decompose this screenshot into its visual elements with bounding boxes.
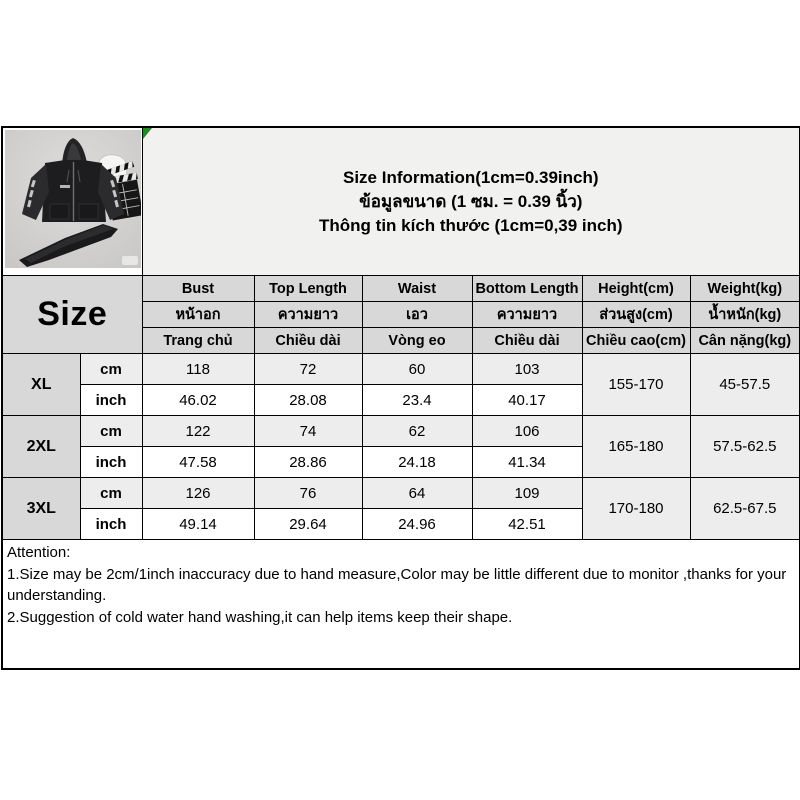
2xl-cm-waist: 62 [362,416,472,447]
header-height-en: Height(cm) [582,276,690,302]
product-photo [5,130,141,268]
header-waist-th: เอว [362,302,472,328]
3xl-cm-bottom-length: 109 [472,478,582,509]
size-table [1,126,800,670]
header-top-length-vi: Chiều dài [254,328,362,354]
attention-item-1: 1.Size may be 2cm/1inch inaccuracy due to hand measure,Color may be little different due to monitor ,thanks for your understanding. [7,565,787,604]
size-chart-sheet [1,126,799,670]
header-bust-vi: Trang chủ [142,328,254,354]
title-thai: ข้อมูลขนาด (1 ซม. = 0.39 นิ้ว) [359,191,583,211]
size-label-2xl: 2XL [2,416,80,478]
header-weight-th: น้ำหนัก(kg) [690,302,800,328]
unit-cm: cm [80,478,142,509]
header-height-th: ส่วนสูง(cm) [582,302,690,328]
unit-inch: inch [80,385,142,416]
3xl-height-range: 170-180 [582,478,690,540]
header-waist-vi: Vòng eo [362,328,472,354]
header-bust-en: Bust [142,276,254,302]
xl-inch-waist: 23.4 [362,385,472,416]
attention-note [2,540,800,669]
2xl-inch-waist: 24.18 [362,447,472,478]
3xl-inch-top-length: 29.64 [254,509,362,540]
title-vietnamese: Thông tin kích thước (1cm=0,39 inch) [319,215,623,235]
xl-cm-bust: 118 [142,354,254,385]
product-photo-cell [2,127,142,276]
unit-inch: inch [80,509,142,540]
2xl-cm-bottom-length: 106 [472,416,582,447]
2xl-cm-top-length: 74 [254,416,362,447]
xl-weight-range: 45-57.5 [690,354,800,416]
2xl-height-range: 165-180 [582,416,690,478]
header-bottom-length-th: ความยาว [472,302,582,328]
header-bottom-length-en: Bottom Length [472,276,582,302]
header-top-length-th: ความยาว [254,302,362,328]
3xl-cm-top-length: 76 [254,478,362,509]
3xl-inch-waist: 24.96 [362,509,472,540]
title-cell [142,127,800,276]
title-english: Size Information(1cm=0.39inch) [343,167,599,187]
header-height-vi: Chiều cao(cm) [582,328,690,354]
header-bust-th: หน้าอก [142,302,254,328]
3xl-inch-bottom-length: 42.51 [472,509,582,540]
green-corner-marker-icon [143,128,152,139]
xl-cm-waist: 60 [362,354,472,385]
3xl-inch-bust: 49.14 [142,509,254,540]
size-label-xl: XL [2,354,80,416]
2xl-inch-top-length: 28.86 [254,447,362,478]
2xl-inch-bust: 47.58 [142,447,254,478]
header-weight-vi: Cân nặng(kg) [690,328,800,354]
header-bottom-length-vi: Chiều dài [472,328,582,354]
attention-heading: Attention: [7,544,71,561]
unit-cm: cm [80,354,142,385]
xl-inch-bottom-length: 40.17 [472,385,582,416]
3xl-weight-range: 62.5-67.5 [690,478,800,540]
attention-item-2: 2.Suggestion of cold water hand washing,it can help items keep their shape. [7,608,513,626]
2xl-inch-bottom-length: 41.34 [472,447,582,478]
xl-height-range: 155-170 [582,354,690,416]
xl-inch-bust: 46.02 [142,385,254,416]
xl-inch-top-length: 28.08 [254,385,362,416]
header-weight-en: Weight(kg) [690,276,800,302]
xl-cm-top-length: 72 [254,354,362,385]
header-top-length-en: Top Length [254,276,362,302]
xl-cm-bottom-length: 103 [472,354,582,385]
unit-cm: cm [80,416,142,447]
header-waist-en: Waist [362,276,472,302]
2xl-weight-range: 57.5-62.5 [690,416,800,478]
unit-inch: inch [80,447,142,478]
photo-watermark [122,256,138,265]
3xl-cm-bust: 126 [142,478,254,509]
size-header-cell: Size [2,276,142,354]
3xl-cm-waist: 64 [362,478,472,509]
size-label-3xl: 3XL [2,478,80,540]
2xl-cm-bust: 122 [142,416,254,447]
